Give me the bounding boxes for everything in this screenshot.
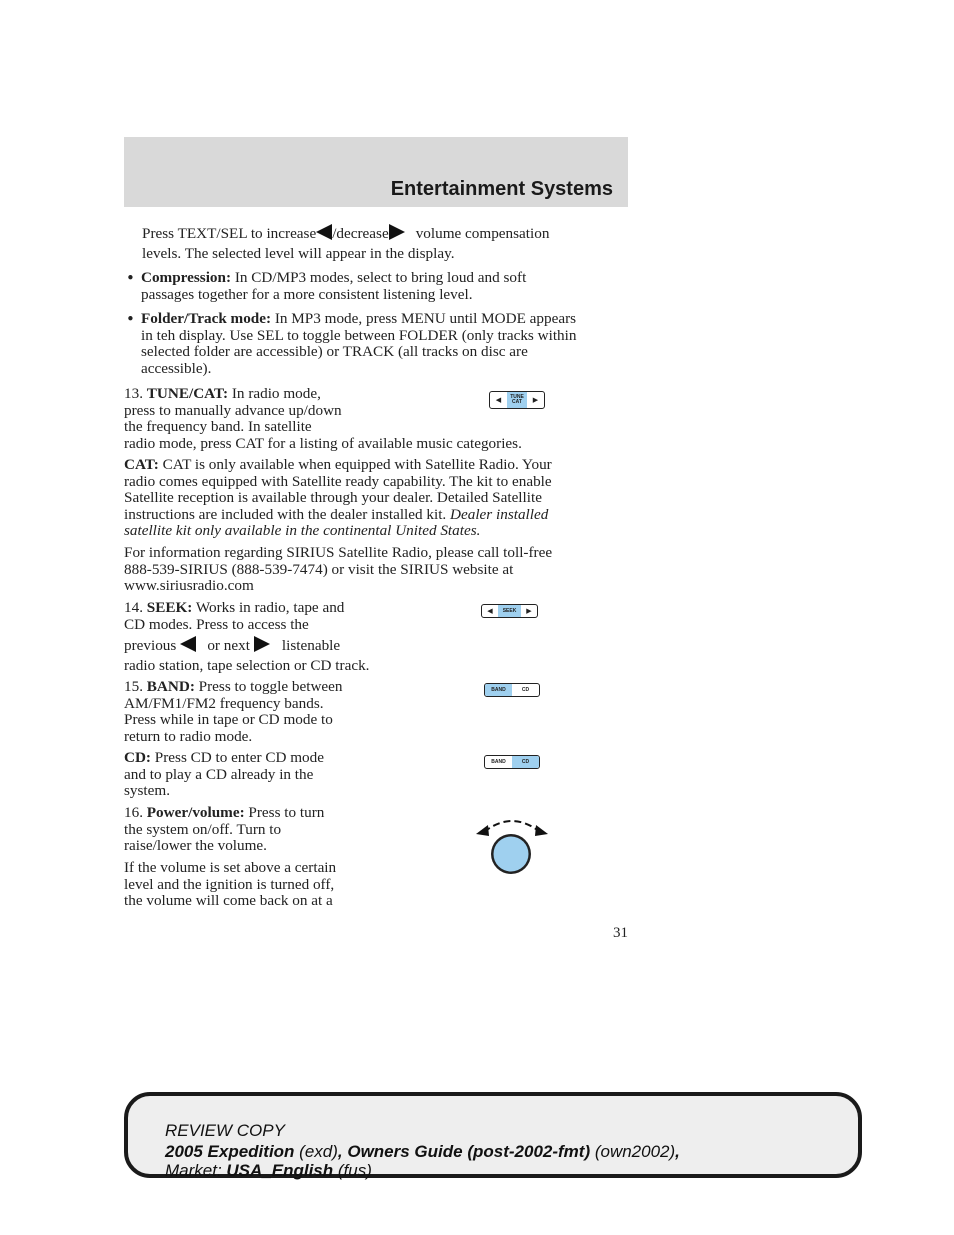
tune-label: TUNE (510, 394, 524, 400)
folder-track-item (141, 311, 631, 377)
tune-term: TUNE/CAT: (146, 385, 229, 402)
cd-label: CD (521, 759, 530, 765)
power-text-3: raise/lower the volume. (124, 837, 267, 854)
sirius-paragraph (124, 545, 634, 595)
sirius-text-1: For information regarding SIRIUS Satellite Radio, please call toll-free (124, 544, 553, 561)
cat-italic-1: Dealer installed (450, 505, 549, 523)
triangle-left-icon (316, 224, 332, 240)
footer-market-line (165, 1161, 372, 1181)
seek-term: SEEK: (146, 599, 193, 616)
power-text: Press to turn (244, 804, 325, 821)
band-label: BAND (491, 759, 506, 765)
bullet-marker: • (126, 269, 135, 287)
cd-term: CD: (124, 749, 151, 766)
power-extra-3: the volume will come back on at a (124, 892, 333, 909)
seek-number: 14. (124, 599, 147, 616)
band-number: 15. (124, 678, 147, 695)
seek-text-4: radio station, tape selection or CD track. (124, 656, 370, 674)
tune-text-3: the frequency band. In satellite (124, 418, 312, 435)
cd-label: CD (521, 687, 530, 693)
footer-market: USA_English (226, 1161, 334, 1180)
sirius-url: www.siriusradio.com (124, 577, 254, 594)
band-text-3: Press while in tape or CD mode to (124, 711, 333, 728)
cat-text-2: radio comes equipped with Satellite ready capability. The kit to enable (124, 472, 552, 490)
footer-market-label: Market: (165, 1161, 227, 1180)
folder-track-term: Folder/Track mode: (141, 310, 272, 327)
band-text: Press to toggle between (194, 678, 343, 695)
tune-cat-item (124, 386, 644, 452)
review-copy-label: REVIEW COPY (165, 1121, 285, 1140)
triangle-right-icon (254, 636, 270, 652)
footer-vehicle-code: (exd) (294, 1142, 338, 1161)
band-text-4: return to radio mode. (124, 727, 253, 745)
cd-item (124, 750, 484, 800)
footer-market-code: (fus) (333, 1161, 372, 1180)
footer-doc-line (165, 1142, 680, 1162)
power-number: 16. (124, 804, 147, 821)
sirius-text-2: 888-539-SIRIUS (888-539-7474) or visit the SIRIUS website at (124, 560, 514, 578)
cd-text: Press CD to enter CD mode (151, 749, 324, 766)
folder-track-text: In MP3 mode, press MENU until MODE appears (271, 310, 577, 327)
power-volume-item (124, 805, 484, 855)
tune-text-4: radio mode, press CAT for a listing of available music categories. (124, 434, 522, 452)
arrow-right-icon: ▶ (532, 397, 539, 404)
cd-text-3: system. (124, 782, 170, 799)
folder-track-text-2: in teh display. Use SEL to toggle between FOLDER (only tracks within (141, 326, 577, 344)
seek-prev-text: previous (124, 637, 177, 654)
cat-italic-2: satellite kit only available in the continental United States. (124, 522, 481, 539)
band-button-illustration (484, 683, 540, 697)
power-extra-2: level and the ignition is turned off, (124, 875, 335, 893)
cat-paragraph (124, 457, 634, 540)
volume-comp-line1 (142, 224, 549, 243)
band-label: BAND (491, 687, 506, 693)
review-footer (124, 1092, 862, 1178)
band-term: BAND: (146, 678, 195, 695)
folder-track-text-3: selected folder are accessible) or TRACK (all tracks on disc are (141, 343, 528, 360)
volume-comp-text-1: Press TEXT/SEL to increase (142, 225, 317, 242)
cd-button-illustration (484, 755, 540, 769)
arrow-left-icon: ◀ (487, 608, 493, 615)
band-text-2: AM/FM1/FM2 frequency bands. (124, 694, 324, 712)
seek-button-illustration (481, 604, 538, 618)
volume-comp-text-3: volume compensation (415, 225, 550, 242)
folder-track-text-4: accessible). (141, 359, 212, 377)
tune-cat-button-illustration (489, 391, 545, 409)
section-header (124, 137, 628, 207)
bullet-marker: • (126, 310, 135, 328)
cd-text-2: and to play a CD already in the (124, 765, 314, 783)
cat-text-4: instructions are included with the dealer installed kit. (124, 505, 451, 523)
seek-label: SEEK (502, 608, 517, 614)
cat-text: CAT is only available when equipped with Satellite Radio. Your (158, 456, 552, 473)
power-extra (124, 860, 484, 910)
triangle-right-icon (389, 224, 405, 240)
footer-vehicle: 2005 Expedition (165, 1142, 295, 1161)
footer-guide: , Owners Guide (post-2002-fmt) (337, 1142, 591, 1161)
cat-label: CAT (512, 399, 522, 405)
seek-text-2: CD modes. Press to access the (124, 615, 309, 633)
tune-text-2: press to manually advance up/down (124, 401, 342, 419)
cat-text-3: Satellite reception is available through your dealer. Detailed Satellite (124, 489, 542, 506)
compression-item (141, 270, 631, 303)
compression-text: In CD/MP3 modes, select to bring loud and soft (231, 269, 527, 286)
arrow-left-icon: ◀ (495, 397, 502, 404)
compression-term: Compression: (141, 269, 232, 286)
cat-term: CAT: (124, 456, 159, 473)
band-item (124, 679, 484, 745)
power-term: Power/volume: (146, 804, 245, 821)
seek-listenable-text: listenable (281, 637, 341, 654)
footer-guide-code: (own2002) (590, 1142, 676, 1161)
page-number: 31 (613, 925, 628, 941)
arrow-right-icon: ▶ (526, 608, 532, 615)
volume-comp-text-2: /decrease (332, 225, 389, 242)
section-title: Entertainment Systems (390, 178, 613, 200)
compression-text-2: passages together for a more consistent listening level. (141, 285, 473, 303)
seek-text: Works in radio, tape and (192, 599, 345, 616)
power-extra-1: If the volume is set above a certain (124, 859, 337, 876)
tune-number: 13. (124, 385, 147, 402)
volume-comp-line2: levels. The selected level will appear in the display. (142, 245, 455, 262)
volume-knob-icon (472, 812, 552, 878)
seek-or-next-text: or next (207, 637, 250, 654)
tune-text: In radio mode, (228, 385, 321, 402)
power-text-2: the system on/off. Turn to (124, 820, 282, 838)
triangle-left-icon (180, 636, 196, 652)
footer-comma: , (675, 1142, 680, 1161)
